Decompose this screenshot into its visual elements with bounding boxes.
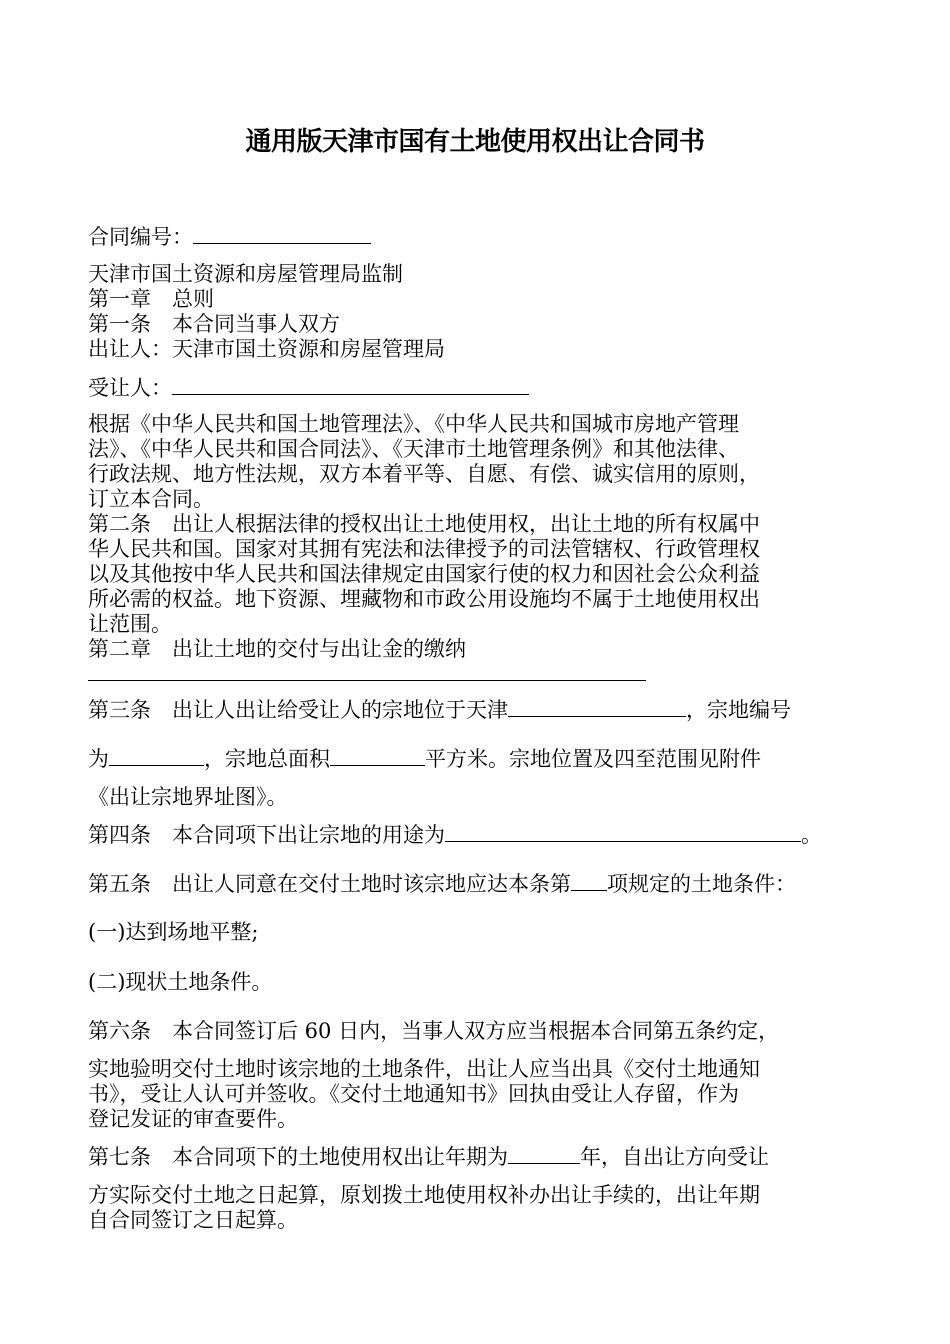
article-4-text: 第四条 本合同项下出让宗地的用途为 — [88, 823, 445, 847]
article-3-text: ，宗地总面积 — [204, 747, 330, 771]
contract-number-blank[interactable] — [193, 224, 371, 244]
term-years-blank[interactable] — [508, 1144, 580, 1164]
article-2-line: 所必需的权益。地下资源、埋藏物和市政公用设施均不属于土地使用权出 — [88, 587, 760, 611]
article-5-item: (二)现状土地条件。 — [88, 970, 273, 994]
grantee-blank[interactable] — [172, 375, 529, 395]
article-7-line: 自合同签订之日起算。 — [88, 1208, 298, 1232]
preamble-line: 行政法规、地方性法规，双方本着平等、自愿、有偿、诚实信用的原则， — [88, 462, 760, 486]
document-title: 通用版天津市国有土地使用权出让合同书 — [245, 127, 705, 157]
contract-number-label: 合同编号： — [88, 225, 193, 249]
supervisor-line: 天津市国土资源和房屋管理局监制 — [88, 262, 403, 286]
article-2-line: 让范围。 — [88, 612, 172, 636]
grantor-line: 出让人：天津市国土资源和房屋管理局 — [88, 337, 445, 361]
article-6-line: 实地验明交付土地时该宗地的土地条件，出让人应当出具《交付土地通知 — [88, 1057, 760, 1081]
article-3-line — [88, 746, 761, 772]
article-1-heading: 第一条 本合同当事人双方 — [88, 312, 340, 336]
article-2-line: 华人民共和国。国家对其拥有宪法和法律授予的司法管辖权、行政管理权 — [88, 537, 760, 561]
article-2-line: 第二条 出让人根据法律的授权出让土地使用权，出让土地的所有权属中 — [88, 512, 760, 536]
article-7-text: 第七条 本合同项下的土地使用权出让年期为 — [88, 1145, 508, 1169]
article-5-text: 项规定的土地条件： — [607, 872, 796, 896]
grantee-line — [88, 375, 529, 401]
article-5-item: (一)达到场地平整; — [88, 920, 259, 944]
preamble-line: 订立本合同。 — [88, 487, 214, 511]
parcel-location-blank[interactable] — [508, 697, 686, 717]
article-7-text: 年，自出让方向受让 — [580, 1145, 769, 1169]
article-3-line — [88, 697, 791, 723]
preamble-line: 法》、《中华人民共和国合同法》、《天津市土地管理条例》和其他法律、 — [88, 437, 739, 461]
land-use-blank[interactable] — [445, 822, 801, 842]
preamble-line: 根据《中华人民共和国土地管理法》、《中华人民共和国城市房地产管理 — [88, 412, 739, 436]
article-6-line: 登记发证的审查要件。 — [88, 1107, 298, 1131]
article-7-line — [88, 1144, 769, 1170]
article-5-line — [88, 871, 796, 897]
chapter-2-underline — [88, 680, 646, 681]
article-3-text: 为 — [88, 747, 109, 771]
grantee-label: 受让人： — [88, 376, 172, 400]
article-4-text: 。 — [801, 823, 822, 847]
parcel-area-blank[interactable] — [330, 746, 425, 766]
article-3-text: 第三条 出让人出让给受让人的宗地位于天津 — [88, 698, 508, 722]
article-2-line: 以及其他按中华人民共和国法律规定由国家行使的权力和因社会公众利益 — [88, 562, 760, 586]
article-5-text: 第五条 出让人同意在交付土地时该宗地应达本条第 — [88, 872, 571, 896]
contract-number-line — [88, 224, 371, 250]
chapter-2-heading: 第二章 出让土地的交付与出让金的缴纳 — [88, 637, 466, 661]
article-7-line: 方实际交付土地之日起算，原划拨土地使用权补办出让手续的，出让年期 — [88, 1183, 760, 1207]
article-3-text: 平方米。宗地位置及四至范围见附件 — [425, 747, 761, 771]
parcel-number-blank[interactable] — [109, 746, 204, 766]
article-3-line: 《出让宗地界址图》。 — [88, 785, 288, 809]
article-6-line: 第六条 本合同签订后 60 日内，当事人双方应当根据本合同第五条约定， — [88, 1019, 780, 1043]
article-3-text: ，宗地编号 — [686, 698, 791, 722]
chapter-1-heading: 第一章 总则 — [88, 287, 214, 311]
condition-item-blank[interactable] — [571, 871, 607, 891]
article-6-line: 书》，受让人认可并签收。《交付土地通知书》回执由受让人存留，作为 — [88, 1082, 739, 1106]
article-4-line — [88, 822, 822, 848]
